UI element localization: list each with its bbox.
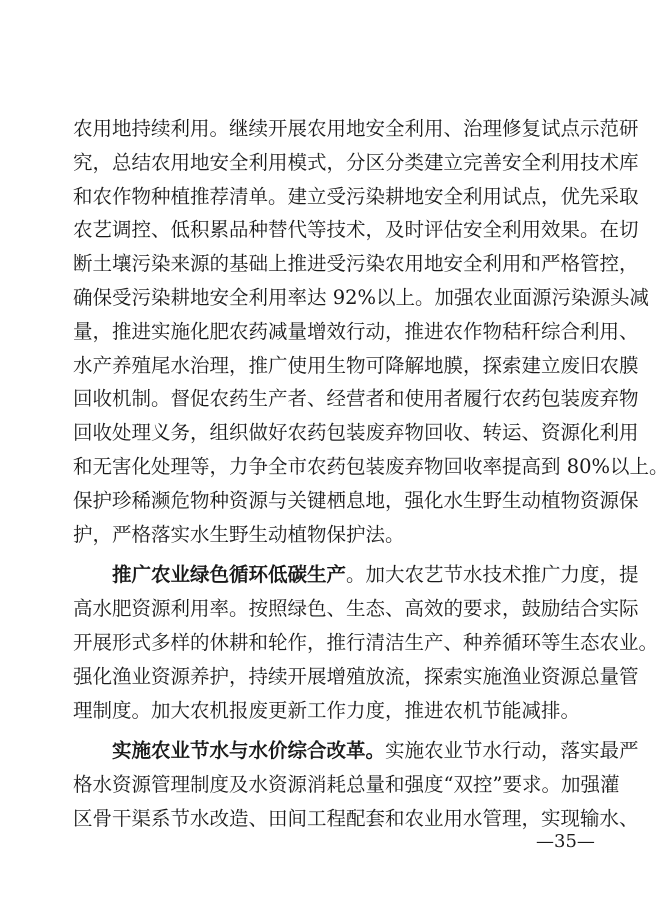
text-line: 回收处理义务，组织做好农药包装废弃物回收、转运、资源化利用	[73, 421, 639, 445]
text-line: 断土壤污染来源的基础上推进受污染农用地安全利用和严格管控，	[73, 252, 639, 276]
text-line: 量，推进实施化肥农药减量增效行动，推进农作物秸秆综合利用、	[73, 319, 639, 343]
text-span: 实施农业节水行动，落实最严	[385, 739, 639, 763]
text-line: 确保受污染耕地安全利用率达 92%以上。加强农业面源污染源头减	[73, 285, 650, 309]
paragraph-farmland-use	[73, 112, 669, 551]
text-line: 和农作物种植推荐清单。建立受污染耕地安全利用试点，优先采取	[73, 184, 639, 208]
text-line: 和无害化处理等，力争全市农药包装废弃物回收率提高到 80%以上。	[73, 454, 669, 478]
text-line: 开展形式多样的休耕和轮作，推行清洁生产、种养循环等生态农业。	[73, 630, 659, 654]
text-line: 高水肥资源利用率。按照绿色、生态、高效的要求，鼓励结合实际	[73, 597, 639, 621]
text-line	[73, 734, 639, 768]
text-line: 水产养殖尾水治理，推广使用生物可降解地膜，探索建立废旧农膜	[73, 353, 639, 377]
text-line: 农用地持续利用。继续开展农用地安全利用、治理修复试点示范研	[73, 117, 639, 140]
paragraph-green-production	[73, 558, 659, 727]
text-line	[73, 558, 639, 592]
text-line: 究，总结农用地安全利用模式，分区分类建立完善安全利用技术库	[73, 150, 639, 174]
text-line: 护，严格落实水生野生动植物保护法。	[73, 522, 405, 546]
text-line: 农艺调控、低积累品种替代等技术，及时评估安全利用效果。在切	[73, 218, 639, 242]
paragraph-heading: 实施农业节水与水价综合改革。	[112, 739, 386, 763]
text-span: 。加大农艺节水技术推广力度，提	[346, 563, 639, 587]
page-number: —35—	[536, 831, 595, 852]
text-line: 回收机制。督促农药生产者、经营者和使用者履行农药包装废弃物	[73, 387, 639, 411]
paragraph-heading: 推广农业绿色循环低碳生产	[112, 563, 347, 587]
text-line: 区骨干渠系节水改造、田间工程配套和农业用水管理，实现输水、	[73, 806, 639, 830]
text-line: 保护珍稀濒危物种资源与关键栖息地，强化水生野生动植物资源保	[73, 488, 639, 512]
text-line: 理制度。加大农机报废更新工作力度，推进农机节能减排。	[73, 698, 581, 722]
text-line: 格水资源管理制度及水资源消耗总量和强度“双控”要求。加强灌	[73, 773, 620, 797]
document-body	[73, 112, 669, 836]
text-line: 强化渔业资源养护，持续开展增殖放流，探索实施渔业资源总量管	[73, 664, 639, 688]
paragraph-water-reform	[73, 734, 639, 835]
